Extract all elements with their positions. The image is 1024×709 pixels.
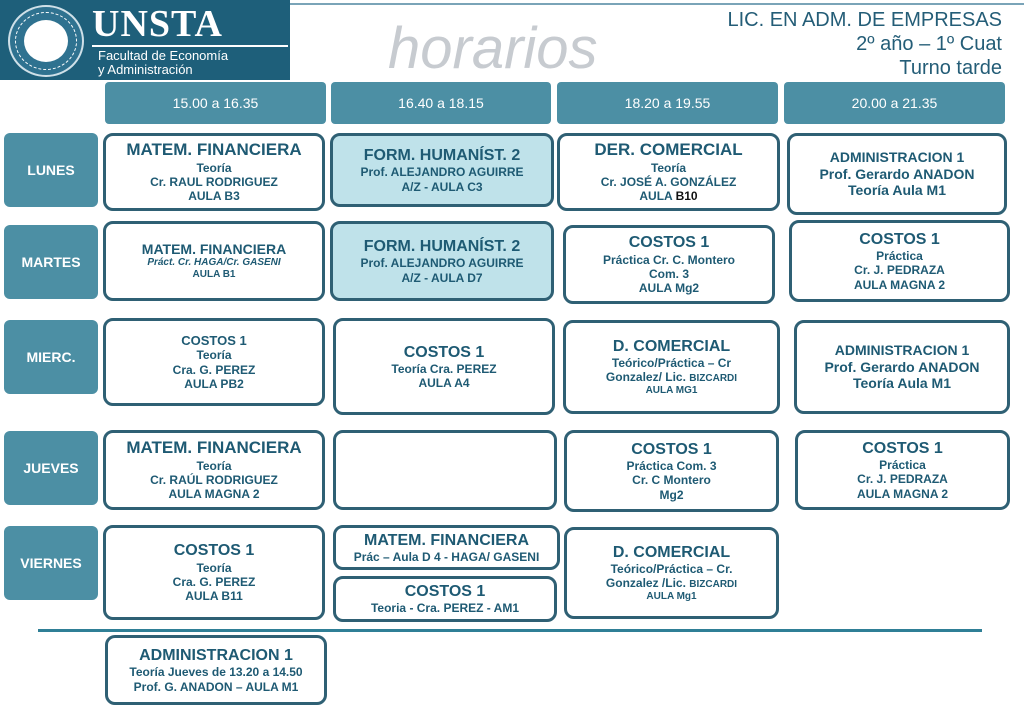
classroom: AULA PB2	[184, 376, 244, 391]
teacher-a: Gonzalez/ Lic.	[605, 370, 690, 385]
teacher: Prof. ALEJANDRO AGUIRRE	[360, 165, 524, 180]
class-cell-friday-2b	[333, 576, 557, 622]
classroom: Mg2	[659, 487, 684, 502]
class-cell-tuesday-3	[563, 225, 775, 304]
classroom: AULA MG1	[645, 385, 698, 397]
course-name: MATEM. FINANCIERA	[141, 240, 287, 257]
time-slot-4: 20.00 a 21.35	[784, 82, 1005, 124]
classroom: AULA Mg1	[646, 591, 697, 603]
course-name: D. COMERCIAL	[612, 543, 731, 561]
course-name: COSTOS 1	[403, 343, 485, 361]
brand-divider	[92, 45, 288, 47]
teacher: Prof. ALEJANDRO AGUIRRE	[360, 256, 524, 271]
teacher: Cr. J. PEDRAZA	[854, 263, 945, 278]
teacher: Cr. RAÚL RODRIGUEZ	[150, 473, 278, 487]
page-title: horarios	[388, 16, 598, 81]
faculty-banner	[0, 0, 290, 80]
teacher: Cr. C Montero	[632, 473, 711, 488]
class-cell-monday-1	[103, 133, 325, 211]
class-cell-thursday-1	[103, 430, 325, 510]
teacher: Prof. Gerardo ANADON	[819, 165, 975, 182]
course-name: COSTOS 1	[628, 234, 710, 252]
section-divider	[38, 629, 982, 632]
course-name: DER. COMERCIAL	[594, 140, 743, 160]
teacher-a: Gonzalez /Lic.	[605, 576, 690, 591]
class-type: Teoría	[196, 348, 232, 363]
class-cell-monday-4	[787, 133, 1007, 215]
course-name: COSTOS 1	[181, 332, 247, 348]
classroom: AULA Mg2	[638, 281, 700, 296]
course-name: MATEM. FINANCIERA	[126, 140, 302, 160]
class-type: Teórico/Práctica – Cr.	[610, 561, 733, 576]
classroom: AULA A4	[418, 376, 470, 391]
class-type: Teoría	[650, 160, 687, 175]
class-type: Teoría	[196, 160, 232, 175]
course-name: D. COMERCIAL	[612, 337, 731, 355]
classroom: AULA B1	[192, 269, 236, 281]
class-cell-thursday-2-empty	[333, 430, 557, 510]
commission: Com. 3	[648, 266, 689, 281]
class-detail: Teoria - Cra. PEREZ - AM1	[370, 601, 520, 616]
classroom: A/Z - AULA D7	[401, 270, 483, 285]
brand-subtitle-2: y Administración	[98, 62, 193, 77]
seal-emblem	[24, 20, 68, 62]
program-year: 2º año – 1º Cuat	[856, 33, 1002, 55]
class-type: Teoría	[196, 560, 232, 575]
teacher: Teoría Cra. PEREZ	[391, 361, 497, 376]
teacher	[606, 370, 737, 385]
course-name: MATEM. FINANCIERA	[126, 438, 302, 458]
class-cell-tuesday-1	[103, 221, 325, 301]
course-name: ADMINISTRACION 1	[829, 148, 965, 165]
teacher: Cr. J. PEDRAZA	[857, 472, 948, 487]
teacher: Cra. G. PEREZ	[172, 362, 256, 377]
teacher: Práct. Cr. HAGA/Cr. GASENI	[147, 257, 281, 269]
classroom-label: AULA	[639, 189, 676, 204]
teacher: Prof. Gerardo ANADON	[824, 358, 980, 375]
class-cell-monday-2	[330, 133, 554, 207]
teacher	[606, 576, 737, 591]
class-cell-tuesday-4	[789, 220, 1010, 302]
class-type: Práctica Com. 3	[626, 459, 717, 473]
day-tuesday: MARTES	[4, 225, 98, 299]
classroom: AULA MAGNA 2	[853, 277, 946, 292]
top-rule	[290, 3, 1024, 5]
program-name: LIC. EN ADM. DE EMPRESAS	[727, 9, 1002, 31]
class-cell-wednesday-1	[103, 318, 325, 406]
course-name: COSTOS 1	[404, 583, 486, 601]
class-type: Teórico/Práctica – Cr	[611, 355, 732, 370]
day-friday: VIERNES	[4, 526, 98, 600]
course-name: MATEM. FINANCIERA	[363, 531, 530, 549]
class-cell-tuesday-2	[330, 221, 554, 301]
course-name: FORM. HUMANÍST. 2	[363, 147, 521, 165]
program-info	[727, 8, 1002, 80]
faculty-logo	[92, 3, 290, 77]
class-type: Práctica	[879, 458, 926, 472]
course-name: ADMINISTRACION 1	[139, 647, 293, 665]
time-slot-1: 15.00 a 16.35	[105, 82, 326, 124]
class-cell-monday-3	[557, 133, 780, 211]
class-cell-thursday-3	[564, 430, 779, 512]
class-cell-friday-3	[564, 527, 779, 619]
footer-class-box	[105, 635, 327, 705]
course-name: COSTOS 1	[173, 542, 255, 560]
classroom: AULA B3	[188, 189, 240, 204]
classroom: A/Z - AULA C3	[401, 179, 483, 194]
class-detail: Prác – Aula D 4 - HAGA/ GASENI	[353, 549, 540, 564]
time-slot-3: 18.20 a 19.55	[557, 82, 778, 124]
day-monday: LUNES	[4, 133, 98, 207]
course-name: COSTOS 1	[631, 440, 712, 458]
class-cell-wednesday-3	[563, 320, 780, 414]
university-seal-icon	[8, 5, 84, 77]
program-shift: Turno tarde	[899, 57, 1002, 79]
class-cell-wednesday-4	[794, 320, 1010, 414]
classroom: AULA MAGNA 2	[168, 487, 260, 502]
classroom	[639, 189, 697, 203]
teacher-classroom: Prof. G. ANADON – AULA M1	[133, 679, 299, 694]
classroom-code: B10	[675, 189, 698, 204]
day-wednesday: MIERC.	[4, 320, 98, 394]
day-thursday: JUEVES	[4, 431, 98, 505]
course-name: ADMINISTRACION 1	[834, 341, 970, 358]
course-name: FORM. HUMANÍST. 2	[363, 238, 521, 256]
classroom: AULA B11	[185, 589, 243, 604]
teacher: Cra. G. PEREZ	[172, 574, 256, 589]
course-name: COSTOS 1	[862, 439, 943, 457]
brand-subtitle-1: Facultad de Economía	[98, 48, 229, 63]
course-name: COSTOS 1	[859, 230, 940, 248]
time-slot-2: 16.40 a 18.15	[331, 82, 551, 124]
class-cell-wednesday-2	[333, 318, 555, 415]
classroom: Teoría Aula M1	[847, 182, 947, 199]
teacher: Cr. JOSÉ A. GONZÁLEZ	[600, 175, 737, 189]
class-type: Teoría	[196, 458, 232, 473]
class-schedule: Teoría Jueves de 13.20 a 14.50	[129, 665, 303, 680]
class-cell-thursday-4	[795, 430, 1010, 510]
class-type: Práctica	[876, 249, 923, 263]
teacher: Cr. RAUL RODRIGUEZ	[150, 175, 278, 189]
class-cell-friday-2a	[333, 525, 560, 570]
teacher-b: BIZCARDI	[689, 579, 738, 591]
classroom: AULA MAGNA 2	[856, 486, 949, 501]
class-cell-friday-1	[103, 525, 325, 620]
class-type: Práctica Cr. C. Montero	[602, 252, 736, 267]
classroom: Teoría Aula M1	[852, 375, 952, 392]
teacher-b: BIZCARDI	[689, 373, 738, 385]
brand-name: UNSTA	[92, 3, 223, 45]
